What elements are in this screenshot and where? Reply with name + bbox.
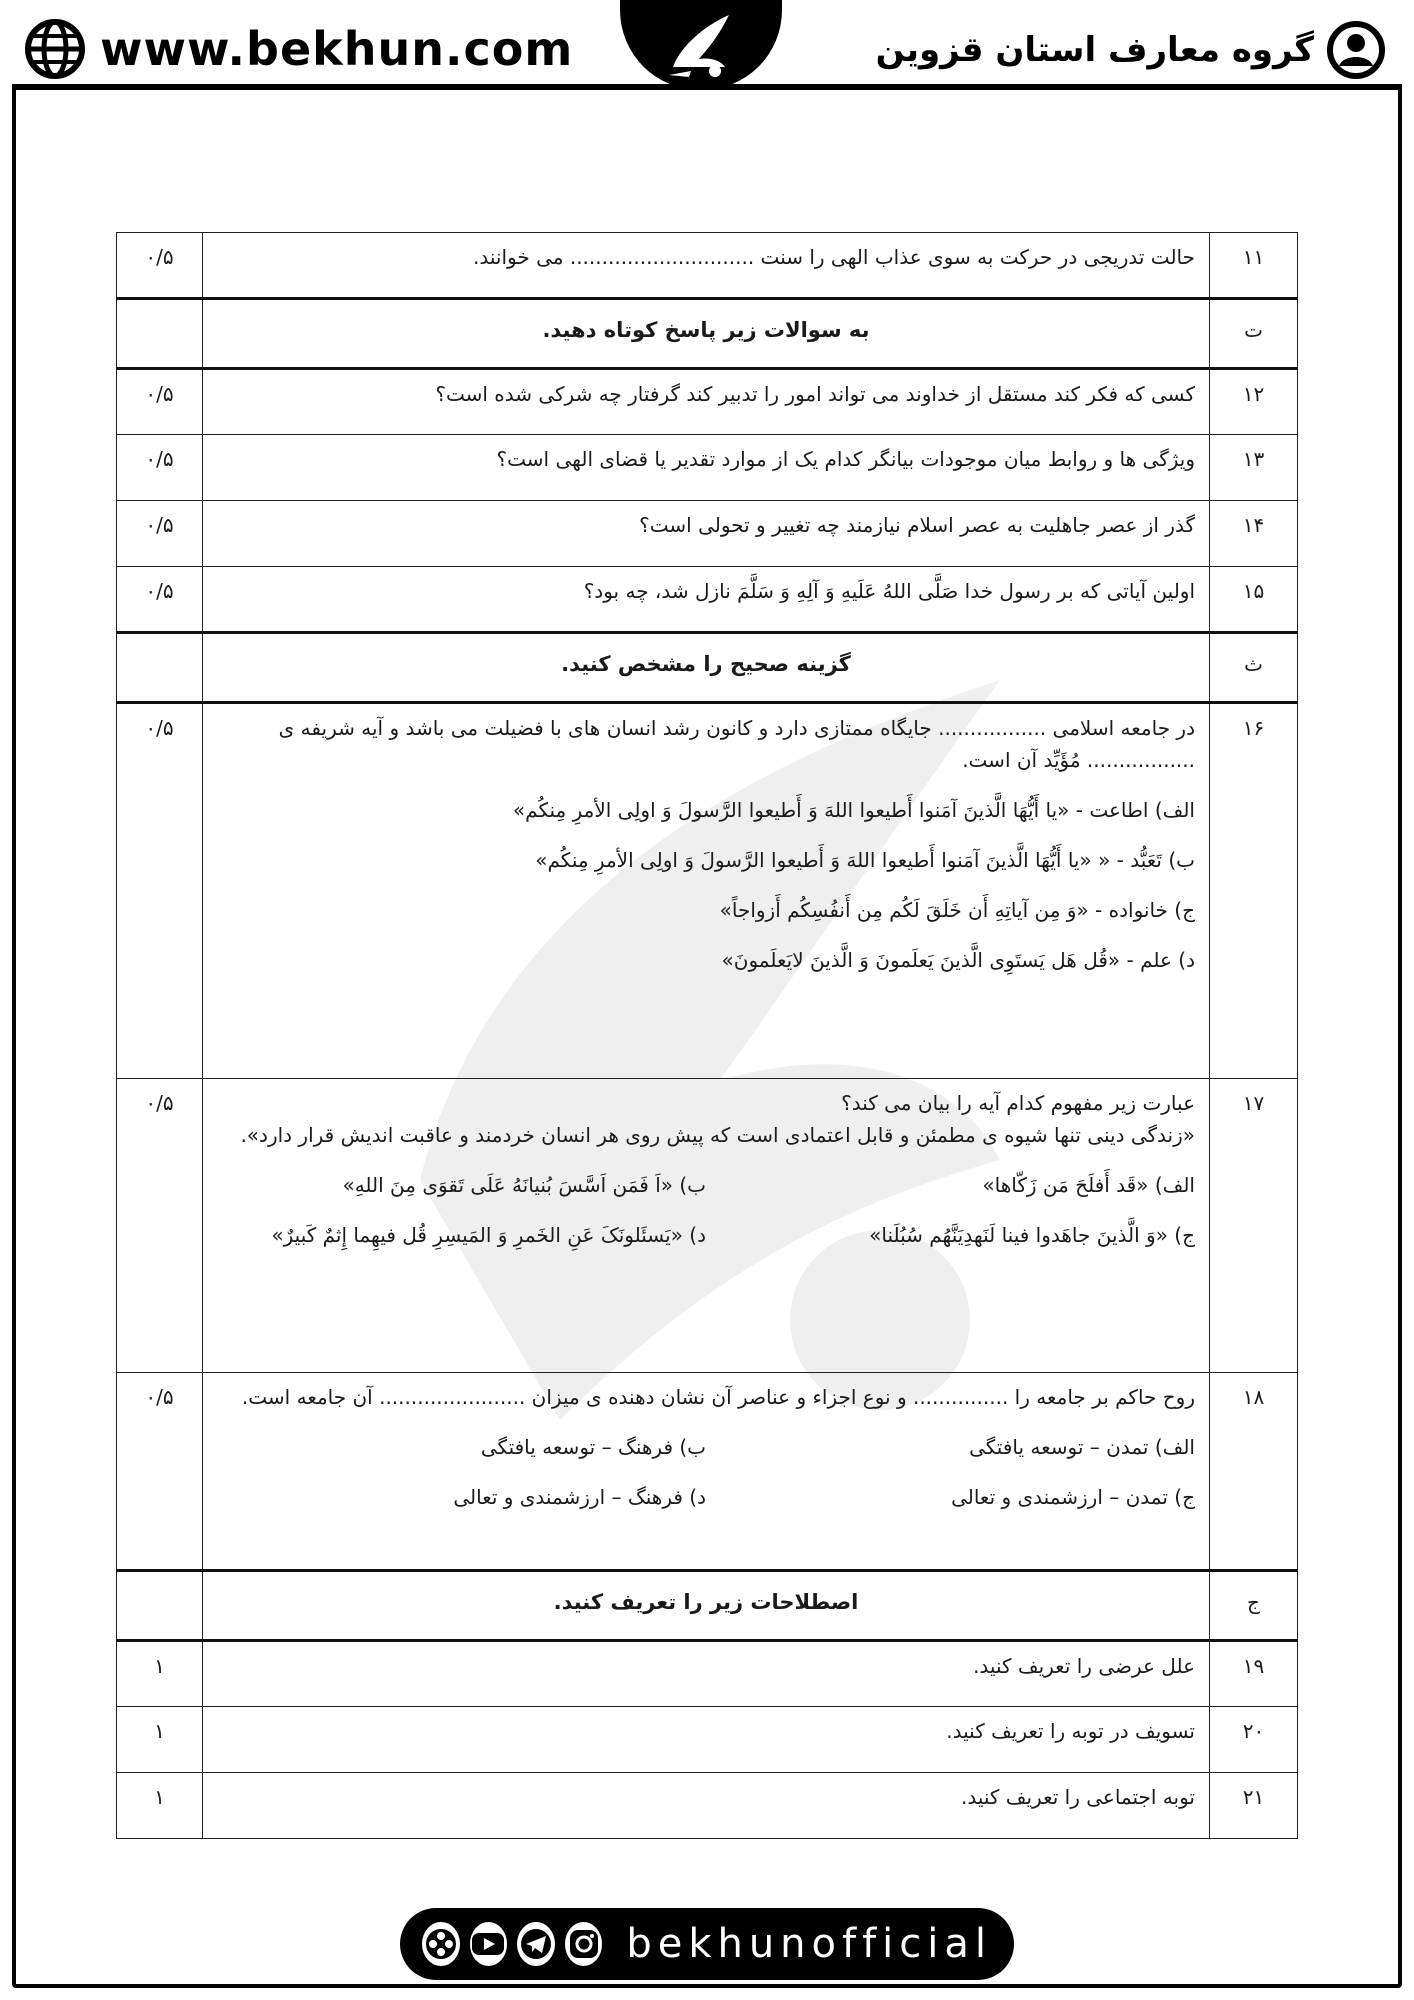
group-name: گروه معارف استان قزوین [875,30,1314,70]
question-text: در جامعه اسلامی ................. جایگاه ممتازی دارد و کانون رشد انسان های با فضیلت می باشد و آیه شریفه ی ................. مُؤَیِّد آن است. [278,716,1195,772]
question-number: ۱۹ [1210,1641,1298,1707]
site-url: www.bekhun.com [100,22,574,76]
options-row-2 [217,1219,1195,1251]
options-row-1 [217,1169,1195,1201]
question-text: عبارت زیر مفهوم کدام آیه را بیان می کند؟ [841,1091,1195,1115]
question-score: ۰/۵ [117,233,203,299]
option-b[interactable]: ب) تَعَبُّد - « «یا أَیُّهَا الَّذینَ آمَنوا أَطیعوا اللهَ وَ أَطیعوا الرَّسولَ وَ اولِی الأمرِ مِنکُم» [535,848,1195,872]
question-number: ۱۱ [1210,233,1298,299]
question-row-18 [117,1373,1298,1571]
question-row-15 [117,567,1298,633]
telegram-icon[interactable] [517,1922,555,1966]
option-c[interactable]: ج) خانواده - «وَ مِن آیاتِهِ أَن خَلَقَ لَکُم مِن أَنفُسِکُم أَزواجاً» [719,898,1195,922]
question-row-16 [117,703,1298,1079]
question-score: ۰/۵ [117,501,203,567]
question-number: ۱۶ [1210,703,1298,1079]
user-circle-icon [1326,20,1386,80]
group-title [876,20,1386,80]
question-score: ۰/۵ [117,435,203,501]
question-score: ۰/۵ [117,1373,203,1571]
option-b[interactable]: ب) «اَ فَمَن اَسَّسَ بُنیانَهُ عَلَی تَقوَی مِنَ اللهِ» [342,1173,706,1197]
social-handle[interactable]: bekhunofficial [626,1921,993,1967]
question-score: ۰/۵ [117,369,203,435]
question-body [203,1079,1210,1373]
question-row-11 [117,233,1298,299]
question-score: ۰/۵ [117,567,203,633]
section-letter: ث [1210,633,1298,703]
option-a[interactable]: الف) تمدن – توسعه یافتگی [969,1435,1195,1459]
question-score: ۱ [117,1641,203,1707]
globe-icon [24,18,86,80]
question-text: توبه اجتماعی را تعریف کنید. [203,1773,1210,1839]
question-number: ۱۷ [1210,1079,1298,1373]
question-quote: «زندگی دینی تنها شیوه ی مطمئن و قابل اعتمادی است که پیش روی هر انسان خردمند و عاقبت اندیش قرار دارد». [240,1123,1195,1147]
question-row-13 [117,435,1298,501]
question-row-14 [117,501,1298,567]
question-text: اولین آیاتی که بر رسول خدا صَلَّی اللهُ عَلَیهِ وَ آلِهِ وَ سَلَّمَ نازل شد، چه بود؟ [203,567,1210,633]
options-row-2 [217,1481,1195,1513]
question-text: حالت تدریجی در حرکت به سوی عذاب الهی را سنت ............................. می خوانند. [203,233,1210,299]
question-number: ۱۴ [1210,501,1298,567]
site-link[interactable] [24,18,573,80]
question-text: علل عرضی را تعریف کنید. [203,1641,1210,1707]
option-d[interactable]: د) «یَسئَلونَکَ عَنِ الخَمرِ وَ المَیسِرِ قُل فیهِما إِثمٌ کَبیرٌ» [271,1223,706,1247]
question-number: ۱۲ [1210,369,1298,435]
option-a[interactable]: الف) «قَد أَفلَحَ مَن زَکّاها» [982,1173,1195,1197]
instagram-icon[interactable] [565,1922,603,1966]
question-score: ۰/۵ [117,1079,203,1373]
question-row-21 [117,1773,1298,1839]
option-b[interactable]: ب) فرهنگ – توسعه یافتگی [480,1435,706,1459]
section-title: اصطلاحات زیر را تعریف کنید. [203,1571,1210,1641]
section-header-s [117,633,1298,703]
question-number: ۲۱ [1210,1773,1298,1839]
question-row-19 [117,1641,1298,1707]
question-number: ۱۳ [1210,435,1298,501]
question-row-17 [117,1079,1298,1373]
section-letter: ت [1210,299,1298,369]
youtube-icon[interactable] [470,1922,508,1966]
section-header-j [117,1571,1298,1641]
question-number: ۱۵ [1210,567,1298,633]
question-row-12 [117,369,1298,435]
question-text: تسویف در توبه را تعریف کنید. [203,1707,1210,1773]
question-number: ۱۸ [1210,1373,1298,1571]
section-score-empty [117,633,203,703]
option-c[interactable]: ج) تمدن – ارزشمندی و تعالی [951,1485,1195,1509]
option-d[interactable]: د) علم - «قُل هَل یَستَوِی الَّذینَ یَعلَمونَ وَ الَّذینَ لایَعلَمونَ» [721,948,1195,972]
section-title: گزینه صحیح را مشخص کنید. [203,633,1210,703]
section-title: به سوالات زیر پاسخ کوتاه دهید. [203,299,1210,369]
question-text: روح حاکم بر جامعه را ............... و نوع اجزاء و عناصر آن نشان دهنده ی میزان ....................... آن جامعه است. [241,1385,1195,1409]
question-body [203,703,1210,1079]
social-footer [400,1908,1014,1980]
brand-logo-icon [651,5,751,85]
question-score: ۱ [117,1773,203,1839]
option-a[interactable]: الف) اطاعت - «یا أَیُّهَا الَّذینَ آمَنوا أَطیعوا اللهَ وَ أَطیعوا الرَّسولَ وَ اولِی الأمرِ مِنکُم» [512,798,1195,822]
option-d[interactable]: د) فرهنگ – ارزشمندی و تعالی [453,1485,706,1509]
section-letter: ج [1210,1571,1298,1641]
exam-table [116,232,1298,1839]
question-number: ۲۰ [1210,1707,1298,1773]
question-score: ۱ [117,1707,203,1773]
section-score-empty [117,299,203,369]
option-c[interactable]: ج) «وَ الَّذینَ جاهَدوا فینا لَنَهدِیَنَّهُم سُبُلَنا» [869,1223,1195,1247]
question-text: گذر از عصر جاهلیت به عصر اسلام نیازمند چه تغییر و تحولی است؟ [203,501,1210,567]
question-text: ویژگی ها و روابط میان موجودات بیانگر کدام یک از موارد تقدیر یا قضای الهی است؟ [203,435,1210,501]
options-row-1 [217,1431,1195,1463]
question-body [203,1373,1210,1571]
film-reel-icon[interactable] [422,1922,460,1966]
section-header-t [117,299,1298,369]
question-score: ۰/۵ [117,703,203,1079]
question-row-20 [117,1707,1298,1773]
question-text: کسی که فکر کند مستقل از خداوند می تواند امور را تدبیر کند گرفتار چه شرکی شده است؟ [203,369,1210,435]
section-score-empty [117,1571,203,1641]
